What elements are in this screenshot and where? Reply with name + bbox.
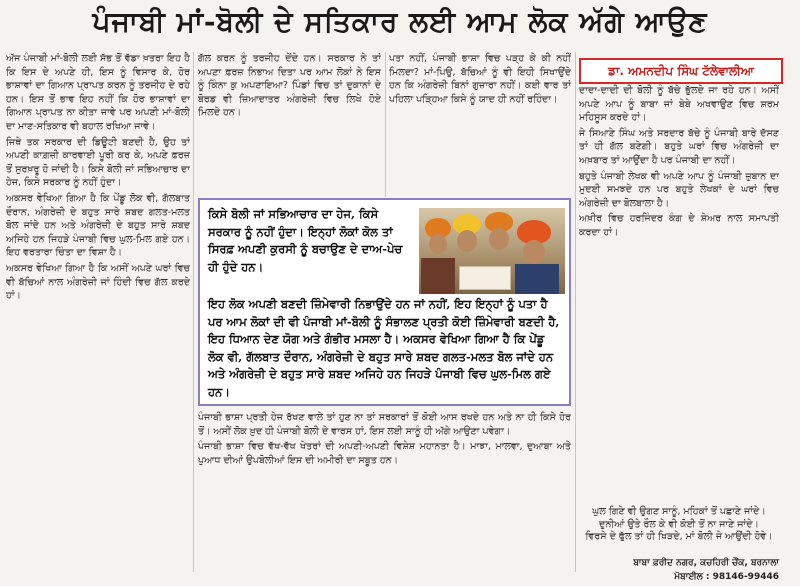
face [457, 230, 477, 252]
shirt [515, 264, 559, 294]
author-byline: ਡਾ. ਅਮਨਦੀਪ ਸਿੰਘ ਟੱਲੇਵਾਲੀਆ [579, 58, 783, 84]
column-divider [575, 52, 576, 572]
paragraph: ਅਕਸਰ ਵੇਖਿਆ ਗਿਆ ਹੈ ਕਿ ਪੇਂਡੂ ਲੋਕ ਵੀ, ਗੱਲਬਾਤ ਦੌਰਾਨ, ਅੰਗਰੇਜ਼ੀ ਦੇ ਬਹੁਤ ਸਾਰੇ ਸ਼ਬਦ ਗਲਤ-ਮਲਤ ਬੋਲ ਜਾਂਦੇ ਹਨ ਅਤੇ ਅੰਗਰੇਜ਼ੀ ਦੇ ਬਹੁਤ ਸਾਰੇ ਸ਼ਬਦ ਅਜਿਹੇ ਹਨ ਜਿਹੜੇ ਪੰਜਾਬੀ ਵਿਚ ਘੁਲ-ਮਿਲ ਗਏ ਹਨ। ਇਹ ਵਰਤਾਰਾ ਚਿੰਤਾ ਦਾ ਵਿਸ਼ਾ ਹੈ। [6, 192, 190, 259]
paragraph: ਅਕਸਰ ਵੇਖਿਆ ਗਿਆ ਹੈ ਕਿ ਅਸੀਂ ਅਪਣੇ ਘਰਾਂ ਵਿਚ ਵੀ ਬੱਚਿਆਂ ਨਾਲ ਅੰਗਰੇਜ਼ੀ ਜਾਂ ਹਿੰਦੀ ਵਿਚ ਗੱਲ ਕਰਦੇ ਹਾਂ। [6, 262, 190, 302]
paragraph: ਜਿਥੇ ਤਕ ਸਰਕਾਰ ਦੀ ਡਿਊਟੀ ਬਣਦੀ ਹੈ, ਉਹ ਤਾਂ ਅਪਣੀ ਕਾਗ਼ਜ਼ੀ ਕਾਰਵਾਈ ਪੂਰੀ ਕਰ ਕੇ, ਅਪਣੇ ਫ਼ਰਜ਼ ਤੋਂ ਸੁਰਖ਼ਰੂ ਹੋ ਜਾਂਦੀ ਹੈ। ਕਿਸੇ ਬੋਲੀ ਜਾਂ ਸਭਿਆਚਾਰ ਦਾ ਹੇਜ, ਕਿਸੇ ਸਰਕਾਰ ਨੂੰ ਨਹੀਂ ਹੁੰਦਾ। [6, 136, 190, 189]
paragraph: ਜੇ ਸਿਆਣੇ ਸਿੰਘ ਅਤੇ ਸਰਦਾਰ ਬੱਚੇ ਨੂੰ ਪੰਜਾਬੀ ਬਾਰੇ ਦੱਸਣ ਤਾਂ ਹੀ ਗੱਲ ਬਣੇਗੀ। ਬਹੁਤੇ ਘਰਾਂ ਵਿਚ ਅੰਗਰੇਜ਼ੀ ਦਾ ਅਖ਼ਬਾਰ ਤਾਂ ਆਉਂਦਾ ਹੈ ਪਰ ਪੰਜਾਬੀ ਦਾ ਨਹੀਂ। [579, 127, 779, 166]
article-column-mid-1 [198, 52, 381, 197]
pull-quote-text: ਇਹ ਲੋਕ ਅਪਣੀ ਬਣਦੀ ਜ਼ਿੰਮੇਵਾਰੀ ਨਿਭਾਉਂਦੇ ਹਨ ਜਾਂ ਨਹੀਂ, ਇਹ ਇਨ੍ਹਾਂ ਨੂੰ ਪਤਾ ਹੈ ਪਰ ਆਮ ਲੋਕਾਂ ਦੀ ਵੀ ਪੰਜਾਬੀ ਮਾਂ-ਬੋਲੀ ਨੂੰ ਸੰਭਾਲਣ ਪ੍ਰਤੀ ਕੋਈ ਜ਼ਿੰਮੇਵਾਰੀ ਬਣਦੀ ਹੈ, ਇਹ ਧਿਆਨ ਦੇਣ ਯੋਗ ਅਤੇ ਗੰਭੀਰ ਮਸਲਾ ਹੈ। ਅਕਸਰ ਵੇਖਿਆ ਗਿਆ ਹੈ ਕਿ ਪੇਂਡੂ ਲੋਕ ਵੀ, ਗੱਲਬਾਤ ਦੌਰਾਨ, ਅੰਗਰੇਜ਼ੀ ਦੇ ਬਹੁਤ ਸਾਰੇ ਸ਼ਬਦ ਗਲਤ-ਮਲਤ ਬੋਲ ਜਾਂਦੇ ਹਨ ਅਤੇ ਅੰਗਰੇਜ਼ੀ ਦੇ ਬਹੁਤ ਸਾਰੇ ਸ਼ਬਦ ਅਜਿਹੇ ਹਨ ਜਿਹੜੇ ਪੰਜਾਬੀ ਵਿਚ ਘੁਲ-ਮਿਲ ਗਏ ਹਨ। [208, 297, 560, 399]
headline: ਪੰਜਾਬੀ ਮਾਂ-ਬੋਲੀ ਦੇ ਸਤਿਕਾਰ ਲਈ ਆਮ ਲੋਕ ਅੱਗੇ ਆਉਣ [92, 5, 708, 38]
shirt [421, 258, 455, 294]
article-column-left [6, 52, 190, 572]
paragraph: ਅੱਜ ਪੰਜਾਬੀ ਮਾਂ-ਬੋਲੀ ਲਈ ਸੱਭ ਤੋਂ ਵੱਡਾ ਖ਼ਤਰਾ ਇਹ ਹੈ ਕਿ ਇਸ ਦੇ ਅਪਣੇ ਹੀ, ਇਸ ਨੂੰ ਵਿਸਾਰ ਕੇ, ਹੋਰ ਭਾਸ਼ਾਵਾਂ ਦਾ ਗਿਆਨ ਪ੍ਰਾਪਤ ਕਰਨ ਨੂੰ ਤਰਜੀਹ ਦੇ ਰਹੇ ਹਨ। ਇਸ ਤੋਂ ਭਾਵ ਇਹ ਨਹੀਂ ਕਿ ਹੋਰ ਭਾਸ਼ਾਵਾਂ ਦਾ ਗਿਆਨ ਪ੍ਰਾਪਤ ਨਾ ਕੀਤਾ ਜਾਵੇ ਪਰ ਅਪਣੀ ਮਾਂ-ਬੋਲੀ ਦਾ ਮਾਣ-ਸਤਿਕਾਰ ਵੀ ਬਹਾਲ ਰਖਿਆ ਜਾਵੇ। [6, 53, 190, 132]
face [429, 234, 447, 254]
column-divider [193, 52, 194, 572]
paragraph: ਪੰਜਾਬੀ ਭਾਸ਼ਾ ਵਿਚ ਵੱਖ-ਵੱਖ ਖੇਤਰਾਂ ਦੀ ਅਪਣੀ-ਅਪਣੀ ਵਿਸ਼ੇਸ਼ ਮਹਾਨਤਾ ਹੈ। ਮਾਝਾ, ਮਾਲਵਾ, ਦੁਆਬਾ ਅਤੇ ਪੁਆਧ ਦੀਆਂ ਉਪਬੋਲੀਆਂ ਇਸ ਦੀ ਅਮੀਰੀ ਦਾ ਸਬੂਤ ਹਨ। [198, 441, 571, 466]
column-divider [385, 52, 386, 197]
author-mobile: ਮੋਬਾਈਲ : 98146-99446 [674, 572, 779, 582]
pull-quote-box [198, 198, 571, 406]
photo-students [419, 208, 565, 294]
article-column-right [579, 84, 779, 502]
face [489, 228, 509, 250]
book [459, 266, 511, 290]
closing-poem [579, 506, 779, 544]
poem-line: ਦੁਨੀਆਂ ਉਤੇ ਰੌਲ ਕੇ ਵੀ ਕੋਈ ਤੋਂ ਨਾ ਜਾਣੇ ਜਾਂਦੇ। [599, 518, 759, 530]
pull-quote-text: ਕਿਸੇ ਬੋਲੀ ਜਾਂ ਸਭਿਆਚਾਰ ਦਾ ਹੇਜ, ਕਿਸੇ ਸਰਕਾਰ ਨੂੰ ਨਹੀਂ ਹੁੰਦਾ। ਇਨ੍ਹਾਂ ਲੋਕਾਂ ਕੋਲ ਤਾਂ ਸਿਰਫ਼ ਅਪਣੀ ਕੁਰਸੀ ਨੂੰ ਬਚਾਉਣ ਦੇ ਦਾਅ-ਪੇਚ ਹੀ ਹੁੰਦੇ ਹਨ। [208, 207, 403, 274]
article-column-bottom-mid [198, 411, 571, 571]
paragraph: ਅਖ਼ੀਰ ਵਿਚ ਹਰਜਿੰਦਰ ਕੰਗ ਦੇ ਸ਼ੇਅਰ ਨਾਲ ਸਮਾਪਤੀ ਕਰਦਾ ਹਾਂ। [579, 213, 779, 238]
poem-line: ਘੁਲ ਗਿਣੇ ਵੀ ਉਗਣ ਸਾਨੂੰ, ਮਹਿਕਾਂ ਤੋਂ ਪਛਾਣੇ ਜਾਂਦੇ। [592, 506, 766, 517]
paragraph: ਪੰਜਾਬੀ ਭਾਸ਼ਾ ਪ੍ਰਤੀ ਹੇਜ ਰੱਖਣ ਵਾਲੇ ਤਾਂ ਹੁਣ ਨਾ ਤਾਂ ਸਰਕਾਰਾਂ ਤੋਂ ਕੋਈ ਆਸ ਰਖਦੇ ਹਨ ਅਤੇ ਨਾ ਹੀ ਕਿਸੇ ਹੋਰ ਤੋਂ। ਅਸੀਂ ਲੋਕ ਖ਼ੁਦ ਹੀ ਪੰਜਾਬੀ ਬੋਲੀ ਦੇ ਵਾਰਸ ਹਾਂ, ਇਸ ਲਈ ਸਾਨੂੰ ਹੀ ਅੱਗੇ ਆਉਣਾ ਪਵੇਗਾ। [198, 412, 571, 437]
paragraph: ਬਹੁਤੇ ਪੰਜਾਬੀ ਲੇਖਕ ਵੀ ਅਪਣੇ ਆਪ ਨੂੰ ਪੰਜਾਬੀ ਜ਼ੁਬਾਨ ਦਾ ਮੁਦਈ ਸਮਝਦੇ ਹਨ ਪਰ ਬਹੁਤੇ ਲੇਖਕਾਂ ਦੇ ਘਰਾਂ ਵਿਚ ਅੰਗਰੇਜ਼ੀ ਦਾ ਬੋਲਬਾਲਾ ਹੈ। [579, 170, 779, 209]
article-column-mid-2 [389, 52, 571, 197]
paragraph: ਗੱਲ ਕਰਨ ਨੂੰ ਤਰਜੀਹ ਦੇਂਦੇ ਹਨ। ਸਰਕਾਰ ਨੇ ਤਾਂ ਅਪਣਾ ਫ਼ਰਜ਼ ਨਿਭਾਅ ਦਿਤਾ ਪਰ ਆਮ ਲੋਕਾਂ ਨੇ ਇਸ ਨੂੰ ਕਿੰਨਾ ਕੁ ਅਪਣਾਇਆ? ਪਿੰਡਾਂ ਵਿਚ ਤਾਂ ਦੁਕਾਨਾਂ ਦੇ ਬੋਰਡ ਵੀ ਜ਼ਿਆਦਾਤਰ ਅੰਗਰੇਜ਼ੀ ਵਿਚ ਲਿਖੇ ਹੋਏ ਮਿਲਦੇ ਹਨ। [198, 53, 381, 119]
paragraph: ਪਤਾ ਨਹੀਂ, ਪੰਜਾਬੀ ਭਾਸ਼ਾ ਵਿਚ ਪੜ੍ਹ ਕੇ ਕੀ ਨਹੀਂ ਮਿਲਦਾ? ਮਾਂ-ਪਿਉ, ਬੱਚਿਆਂ ਨੂੰ ਵੀ ਇਹੀ ਸਿਖਾਉਂਦੇ ਹਨ ਕਿ ਅੰਗਰੇਜ਼ੀ ਬਿਨਾਂ ਗੁਜ਼ਾਰਾ ਨਹੀਂ। ਕਈ ਵਾਰ ਤਾਂ ਪਹਿਲਾ ਪੜ੍ਹਿਆ ਕਿਸੇ ਨੂੰ ਯਾਦ ਹੀ ਨਹੀਂ ਰਹਿੰਦਾ। [389, 53, 571, 105]
paragraph: ਦਾਦਾ-ਦਾਦੀ ਦੀ ਬੋਲੀ ਨੂੰ ਬੱਚੇ ਭੁੱਲਦੇ ਜਾ ਰਹੇ ਹਨ। ਅਸੀਂ ਅਪਣੇ ਆਪ ਨੂੰ ਬਾਬਾ ਜਾਂ ਬੇਬੇ ਅਖਵਾਉਣ ਵਿਚ ਸ਼ਰਮ ਮਹਿਸੂਸ ਕਰਦੇ ਹਾਂ। [579, 85, 779, 124]
face [523, 240, 545, 264]
poem-line: ਵਿਰਸੇ ਦੇ ਫੁੱਲ ਤਾਂ ਹੀ ਖਿੜਦੇ, ਮਾਂ ਬੋਲੀ ਜੇ ਆਉਂਦੀ ਹੋਵੇ। [585, 531, 773, 542]
author-address: ਬਾਬਾ ਫ਼ਰੀਦ ਨਗਰ, ਕਚਹਿਰੀ ਚੌਂਕ, ਬਰਨਾਲਾ [633, 558, 779, 568]
